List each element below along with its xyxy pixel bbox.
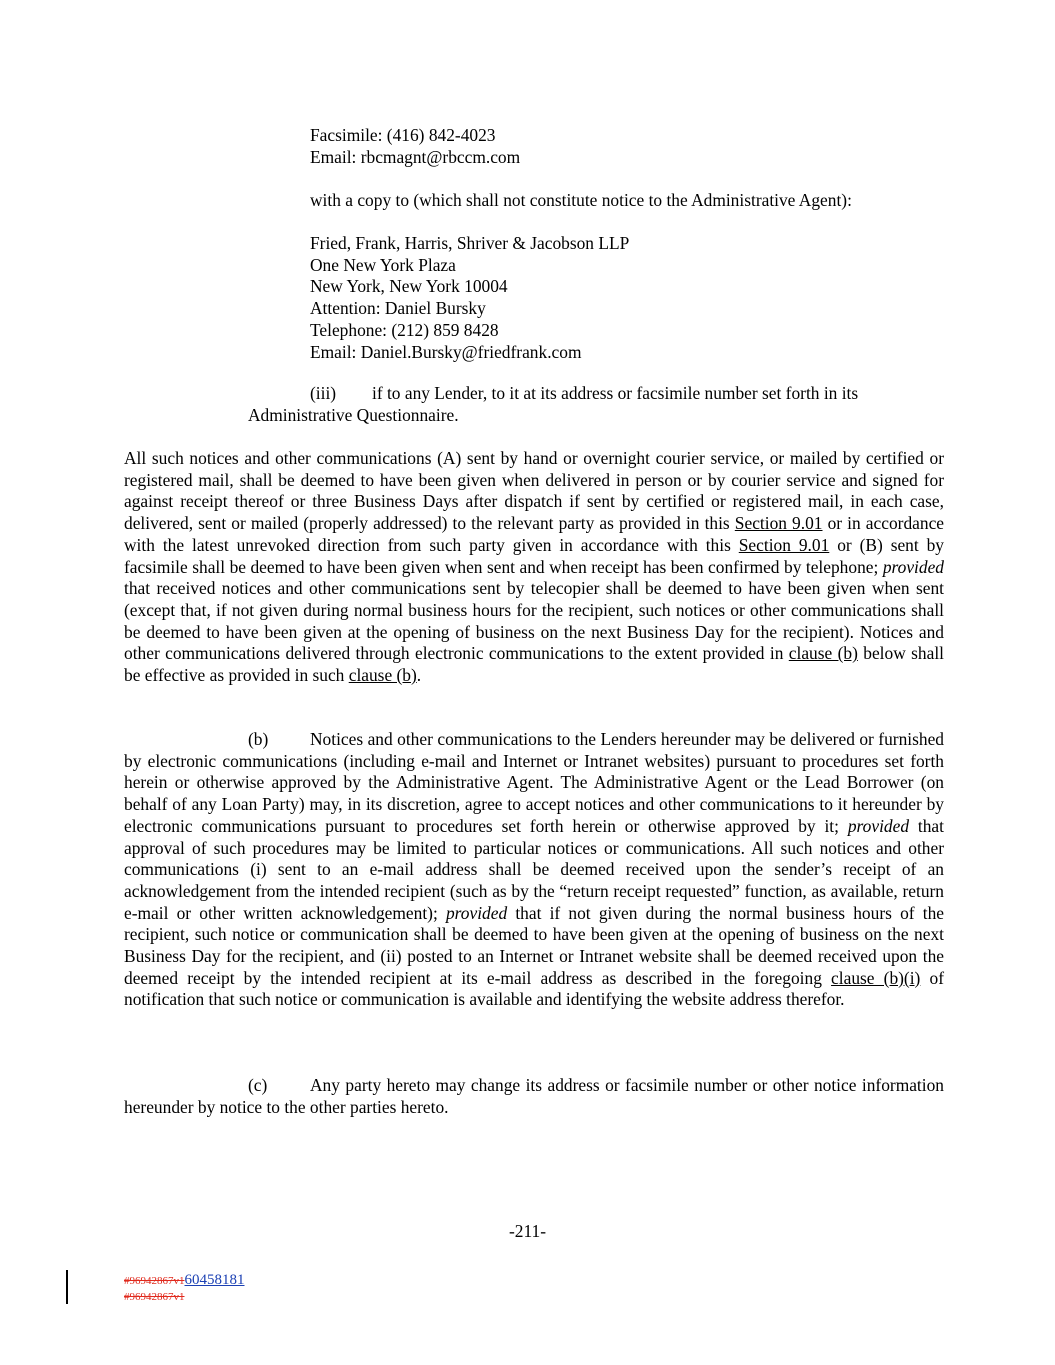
- firm-name: Fried, Frank, Harris, Shriver & Jacobson LLP: [310, 233, 630, 253]
- paragraph-c-label: (c): [248, 1075, 268, 1095]
- paragraph-b: [124, 729, 944, 1011]
- provided-term: provided: [445, 902, 508, 923]
- clause-ref: clause (b): [788, 643, 858, 664]
- section-ref: Section 9.01: [734, 513, 823, 534]
- paragraph-b-text-4: of notification that such notice or communication is available and identifying the website address therefor.: [124, 967, 944, 1010]
- change-bar: [66, 1270, 68, 1304]
- notices-text-1: All such notices and other communications (A) sent by hand or overnight courier service, or mailed by certified or registered mail, shall be deemed to have been given when delivered in person or by courier service and signed for against receipt thereof or three Business Days after dispatch if sent by certified or registered mail, in each case, delivered, sent or mailed (properly addressed) to the relevant party as provided in this: [124, 448, 944, 534]
- attention-line: Attention: Daniel Bursky: [310, 298, 486, 319]
- paragraph-c-text: Any party hereto may change its address or facsimile number or other notice information hereunder by notice to the other parties hereto.: [124, 1075, 944, 1117]
- paragraph-b-text-3: that if not given during the normal business hours of the recipient, such notice or communication shall be deemed to have been given at the opening of business on the next Business Day for the recipient, and (ii) posted to an Internet or Intranet website shall be deemed received upon the deemed receipt by the intended recipient at its e-mail address as described in the foregoing: [124, 902, 944, 988]
- provided-term: provided: [882, 556, 944, 577]
- notices-text-4: that received notices and other communications sent by telecopier shall be deemed to have been given when sent (except that, if not given during normal business hours for the recipient, such notices or other communications shall be deemed to have been given at the opening of business on the next Business Day for the recipient). Notices and other communications delivered through electronic communications to the extent provided in: [124, 578, 944, 664]
- facsimile-line: Facsimile: (416) 842-4023: [310, 125, 496, 145]
- clause-ref: clause (b): [348, 665, 417, 686]
- footer-doc-id-2: [124, 1291, 185, 1304]
- city-line: New York, New York 10004: [310, 276, 508, 297]
- notices-text-6: .: [416, 665, 422, 686]
- address-block-counsel: [310, 233, 629, 363]
- deleted-doc-id: #96942867v1: [124, 1291, 185, 1303]
- notices-text-2: or in accordance with the latest unrevoked direction from such party given in accordance with this: [124, 513, 945, 555]
- clause-iii-text: if to any Lender, to it at its address or facsimile number set forth in its: [372, 383, 859, 403]
- deleted-doc-id: #96942867v1: [124, 1275, 185, 1287]
- footer-doc-id: [124, 1274, 245, 1288]
- email-line: Email: rbcmagnt@rbccm.com: [310, 146, 521, 167]
- notices-text-3: or (B) sent by facsimile shall be deemed to have been given when sent and when receipt has been confirmed by telephone;: [124, 534, 945, 577]
- paragraph-b-label: (b): [248, 729, 269, 749]
- paragraph-b-text-1: Notices and other communications to the Lenders hereunder may be delivered or furnished by electronic communications (including e-mail and Internet or Intranet websites) pursuant to procedures set forth herein or otherwise approved by the Administrative Agent. The Administrative Agent or the Lead Borrower (on behalf of any Loan Party) may, in its discretion, agree to accept notices and other communications to it hereunder by electronic communications pursuant to procedures set forth herein or otherwise approved by it;: [124, 729, 944, 836]
- paragraph-c: [124, 1075, 944, 1118]
- notices-paragraph: [124, 448, 944, 687]
- notices-text-5: below shall be effective as provided in such: [124, 643, 944, 686]
- page-number: -211-: [508, 1221, 547, 1241]
- copy-line: with a copy to (which shall not constitute notice to the Administrative Agent):: [310, 190, 852, 210]
- email-line: Email: Daniel.Bursky@friedfrank.com: [310, 341, 582, 362]
- paragraph-b-text-2: that approval of such procedures may be limited to particular notices or communications. All such notices and other communications (i) sent to an e-mail address shall be deemed received upon the sender’s receipt of an acknowledgement from the intended recipient (such as by the “return receipt requested” function, as available, return e-mail or other written acknowledgement);: [124, 815, 944, 923]
- clause-iii-text-continued: Administrative Questionnaire.: [248, 404, 459, 425]
- inserted-doc-id: 60458181: [184, 1272, 245, 1288]
- clause-iii-label: (iii): [310, 383, 337, 403]
- clause-ref: clause (b)(i): [831, 967, 921, 988]
- address-block-agent: [310, 125, 520, 168]
- section-ref: Section 9.01: [738, 534, 830, 555]
- telephone-line: Telephone: (212) 859 8428: [310, 319, 499, 340]
- clause-iii: [248, 383, 948, 426]
- provided-term: provided: [847, 815, 910, 836]
- street-line: One New York Plaza: [310, 254, 456, 275]
